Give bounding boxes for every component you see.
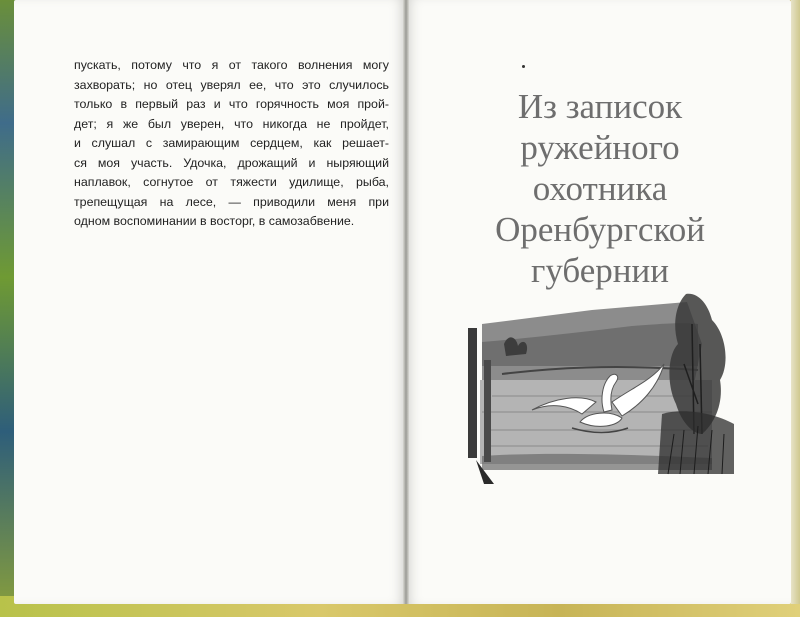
title-line: Из записок [517, 87, 683, 126]
text-line: наплавок, согнутое от тяжести удилище, рыба, [74, 175, 389, 189]
text-line: пускать, потому что я от такого волнения могу [74, 58, 389, 72]
title-line: Оренбургской [495, 210, 705, 249]
page-edge-right [791, 0, 800, 604]
swan-illustration [462, 284, 744, 490]
body-text [74, 56, 389, 232]
title-line: губернии [531, 251, 669, 290]
text-line: и слушал с замирающим сердцем, как решает- [74, 136, 389, 150]
text-line: одном воспоминании в восторг, в самозабвение. [74, 214, 355, 228]
text-line: трепещущая на лесе, — приводили меня при [74, 194, 389, 209]
text-line: дет; я же был уверен, что никогда не пройдет, [74, 116, 389, 131]
title-line: ружейного [520, 128, 680, 167]
left-page [14, 0, 406, 604]
text-line: захворать; но отец уверял ее, что это случилось [74, 77, 389, 92]
book-gutter [403, 0, 409, 604]
title-line: охотника [532, 169, 668, 208]
text-line: только в первый раз и что горячность моя прой- [74, 97, 389, 111]
wooden-post-small [484, 360, 491, 462]
wooden-post [468, 328, 477, 458]
chapter-title [430, 86, 770, 291]
text-line: ся моя участь. Удочка, дрожащий и ныряющий [74, 155, 389, 170]
dot-mark [522, 65, 525, 68]
